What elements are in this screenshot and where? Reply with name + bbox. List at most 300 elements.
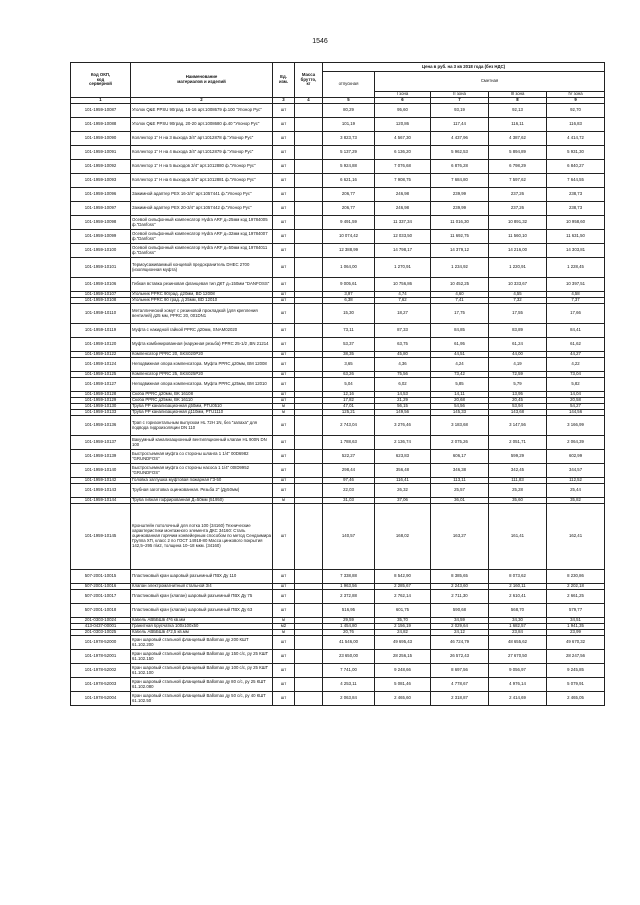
row-code: 101-1959-10100 bbox=[71, 244, 131, 258]
row-name: Муфта с накидной гайкой PPRC д20мм, SNAM02020 bbox=[131, 324, 273, 338]
row-zone2-price: 93,19 bbox=[431, 104, 489, 118]
row-name: Трап с горизонтальным выпуском HL 72H 1N, без "запаха" для подвода гидроизоляции DN 110 bbox=[131, 416, 273, 436]
row-release-price: 10 074,42 bbox=[323, 230, 375, 244]
row-zone3-price: 14 216,00 bbox=[489, 244, 547, 258]
row-name: Пластиковый кран (клапан) шаровый разъемный ПВХ Ду 75 bbox=[131, 590, 273, 604]
row-name: Коллектор 1" Н на 4 выхода 3/4" арт.1012879 ф."Упонор Рус" bbox=[131, 146, 273, 160]
row-name: Кран шаровый стальной фланцевый Ballomax ду 50 с/с, ру 40 КШТ 61.102.50 bbox=[131, 692, 273, 706]
row-unit: шт bbox=[273, 484, 295, 498]
row-release-price: 9 005,61 bbox=[323, 278, 375, 292]
row-release-price: 6,38 bbox=[323, 298, 375, 304]
row-code: 101-1959-10137 bbox=[71, 436, 131, 450]
header-zone1: I зона bbox=[375, 92, 431, 98]
row-code: 507-2001-10016 bbox=[71, 584, 131, 590]
row-zone2-price: 54,56 bbox=[431, 404, 489, 410]
row-name: Неподвижная опора компенсатора. Муфта PPRC д25мм, BM 12010 bbox=[131, 378, 273, 392]
row-mass bbox=[295, 244, 323, 258]
row-release-price: 47,01 bbox=[323, 404, 375, 410]
row-unit: шт bbox=[273, 188, 295, 202]
table-row bbox=[71, 464, 605, 478]
row-unit: м bbox=[273, 404, 295, 410]
row-code: 507-2001-10015 bbox=[71, 570, 131, 584]
row-zone3-price: 92,13 bbox=[489, 104, 547, 118]
row-zone1-price: 8 542,90 bbox=[375, 570, 431, 584]
row-code: 101-1959-10099 bbox=[71, 230, 131, 244]
row-mass bbox=[295, 664, 323, 678]
table-row bbox=[71, 450, 605, 464]
row-release-price: 31,03 bbox=[323, 498, 375, 504]
row-code: 101-1959-10119 bbox=[71, 324, 131, 338]
row-unit: шт bbox=[273, 504, 295, 570]
row-code: 101-1959-10106 bbox=[71, 278, 131, 292]
row-code: 101-1959-10101 bbox=[71, 258, 131, 278]
row-unit: шт bbox=[273, 244, 295, 258]
row-zone2-price: 239,99 bbox=[431, 202, 489, 216]
row-zone3-price: 72,59 bbox=[489, 372, 547, 378]
row-zone1-price: 18,27 bbox=[375, 304, 431, 324]
row-zone1-price: 28 256,15 bbox=[375, 650, 431, 664]
table-row bbox=[71, 146, 605, 160]
row-unit: шт bbox=[273, 202, 295, 216]
row-name: Головка заглушка муфтовая пожарная ГЗ-50 bbox=[131, 478, 273, 484]
row-zone3-price: 568,70 bbox=[489, 604, 547, 618]
column-number: 7 bbox=[431, 98, 489, 104]
row-name: Осевой сильфонный компенсатор Hydra ARF д=50мм код 19784011 ф."Danfoss" bbox=[131, 244, 273, 258]
row-zone1-price: 5 081,46 bbox=[375, 678, 431, 692]
row-mass bbox=[295, 678, 323, 692]
row-zone4-price: 238,73 bbox=[547, 202, 605, 216]
row-zone4-price: 61,62 bbox=[547, 338, 605, 352]
row-zone2-price: 11 016,30 bbox=[431, 216, 489, 230]
column-number: 2 bbox=[131, 98, 273, 104]
row-zone2-price: 25,57 bbox=[431, 484, 489, 498]
row-name: Быстросъемная муфта со стороны насоса 1 1/4" 00ID9952 "GRUNDFOS" bbox=[131, 464, 273, 478]
row-zone2-price: 2 075,26 bbox=[431, 436, 489, 450]
row-zone3-price: 13,95 bbox=[489, 392, 547, 398]
row-zone2-price: 2 029,64 bbox=[431, 624, 489, 630]
row-unit: шт bbox=[273, 372, 295, 378]
row-release-price: 1 963,56 bbox=[323, 584, 375, 590]
row-mass bbox=[295, 324, 323, 338]
row-zone3-price: 237,26 bbox=[489, 188, 547, 202]
row-release-price: 63,26 bbox=[323, 372, 375, 378]
row-code: 101-1959-10128 bbox=[71, 392, 131, 398]
row-zone3-price: 2 610,41 bbox=[489, 590, 547, 604]
row-release-price: 80,29 bbox=[323, 104, 375, 118]
row-code: 413-0437-00001 bbox=[71, 624, 131, 630]
row-mass bbox=[295, 216, 323, 230]
row-zone1-price: 6,02 bbox=[375, 378, 431, 392]
table-row bbox=[71, 216, 605, 230]
row-zone2-price: 4,60 bbox=[431, 292, 489, 298]
row-zone4-price: 579,77 bbox=[547, 604, 605, 618]
row-zone3-price: 7,32 bbox=[489, 298, 547, 304]
row-release-price: 38,35 bbox=[323, 352, 375, 358]
row-zone4-price: 144,56 bbox=[547, 410, 605, 416]
row-mass bbox=[295, 378, 323, 392]
row-zone3-price: 61,24 bbox=[489, 338, 547, 352]
row-unit: шт bbox=[273, 416, 295, 436]
row-zone3-price: 1 220,91 bbox=[489, 258, 547, 278]
row-unit: шт bbox=[273, 678, 295, 692]
row-name: Зажимной адаптер PEX 20-3/4" арт.1057442 ф."Упонор Рус" bbox=[131, 202, 273, 216]
row-zone2-price: 4 437,96 bbox=[431, 132, 489, 146]
header-name: Наименование материалов и изделий bbox=[131, 63, 273, 98]
row-zone2-price: 590,68 bbox=[431, 604, 489, 618]
row-zone1-price: 37,06 bbox=[375, 498, 431, 504]
row-zone4-price: 2 064,39 bbox=[547, 436, 605, 450]
row-release-price: 3,65 bbox=[323, 358, 375, 372]
row-zone1-price: 623,83 bbox=[375, 450, 431, 464]
table-row bbox=[71, 188, 605, 202]
row-zone3-price: 1 682,57 bbox=[489, 624, 547, 630]
table-row bbox=[71, 678, 605, 692]
row-mass bbox=[295, 146, 323, 160]
row-zone3-price: 8 073,62 bbox=[489, 570, 547, 584]
row-zone4-price: 25,44 bbox=[547, 484, 605, 498]
row-zone3-price: 6 798,29 bbox=[489, 160, 547, 174]
row-code: 507-2001-10017 bbox=[71, 590, 131, 604]
row-mass bbox=[295, 202, 323, 216]
row-zone4-price: 49 670,32 bbox=[547, 636, 605, 650]
row-zone1-price: 116,41 bbox=[375, 478, 431, 484]
row-code: 101-1959-10124 bbox=[71, 358, 131, 372]
header-code: Код ОКП, код серверной bbox=[71, 63, 131, 98]
row-zone1-price: 11 337,34 bbox=[375, 216, 431, 230]
row-zone3-price: 4 387,62 bbox=[489, 132, 547, 146]
row-code: 101-1959-10091 bbox=[71, 146, 131, 160]
row-release-price: 12 388,99 bbox=[323, 244, 375, 258]
row-release-price: 7 338,88 bbox=[323, 570, 375, 584]
row-unit: шт bbox=[273, 692, 295, 706]
row-code: 101-1959-10108 bbox=[71, 298, 131, 304]
row-mass bbox=[295, 436, 323, 450]
row-zone2-price: 34,59 bbox=[431, 618, 489, 624]
row-name: Скоба PPRC д20мм, BK 16108 bbox=[131, 392, 273, 398]
row-zone3-price: 116,11 bbox=[489, 118, 547, 132]
row-zone4-price: 4,22 bbox=[547, 358, 605, 372]
table-row bbox=[71, 416, 605, 436]
row-zone4-price: 92,70 bbox=[547, 104, 605, 118]
row-release-price: 3 823,73 bbox=[323, 132, 375, 146]
row-zone4-price: 3 166,99 bbox=[547, 416, 605, 436]
row-code: 101-1959-10107 bbox=[71, 292, 131, 298]
row-release-price: 73,11 bbox=[323, 324, 375, 338]
row-zone4-price: 1 228,45 bbox=[547, 258, 605, 278]
row-zone1-price: 21,29 bbox=[375, 398, 431, 404]
row-mass bbox=[295, 650, 323, 664]
row-release-price: 15,30 bbox=[323, 304, 375, 324]
row-release-price: 4 253,11 bbox=[323, 678, 375, 692]
row-zone4-price: 11 631,50 bbox=[547, 230, 605, 244]
row-name: Муфта комбинированная (наружная резьба) PPRC 25-1/2 ,BN 21214 bbox=[131, 338, 273, 352]
table-row bbox=[71, 650, 605, 664]
row-mass bbox=[295, 338, 323, 352]
row-zone2-price: 5,85 bbox=[431, 378, 489, 392]
row-unit: шт bbox=[273, 464, 295, 478]
row-name: Кронштейн потолочный для лотка 100 (34160) Технические характеристики монтажного элемента ДКС 34160: Сталь оцинкованная горячим конвейерным способом по метод Сендзимира Группа ХП, класс 2 по ГОСТ 14918-80 Масса цинкового покрытия 142,5–295 г/м2, толщина 10–18 мкм. (34160) bbox=[131, 504, 273, 570]
row-zone2-price: 1 234,92 bbox=[431, 258, 489, 278]
row-name: Кран шаровый стальной фланцевый Ballomax ду 80 с/с, ру 25 КШТ 61.102.080 bbox=[131, 678, 273, 692]
row-release-price: 7 741,00 bbox=[323, 664, 375, 678]
row-release-price: 1 064,00 bbox=[323, 258, 375, 278]
row-zone4-price: 116,83 bbox=[547, 118, 605, 132]
row-unit: шт bbox=[273, 378, 295, 392]
row-mass bbox=[295, 358, 323, 372]
row-zone2-price: 61,95 bbox=[431, 338, 489, 352]
row-name: Кран шаровый стальной фланцевый Ballomax ду 150 с/с, ру 25 КШТ 61.102.150 bbox=[131, 650, 273, 664]
row-release-price: 2 372,88 bbox=[323, 590, 375, 604]
row-zone4-price: 84,41 bbox=[547, 324, 605, 338]
row-zone1-price: 10 756,86 bbox=[375, 278, 431, 292]
row-zone2-price: 7 684,80 bbox=[431, 174, 489, 188]
row-release-price: 5 924,88 bbox=[323, 160, 375, 174]
header-mass: Масса брутто, кг bbox=[295, 63, 323, 98]
row-unit: шт bbox=[273, 450, 295, 464]
row-release-price: 29,59 bbox=[323, 618, 375, 624]
row-zone3-price: 53,94 bbox=[489, 404, 547, 410]
row-zone1-price: 63,75 bbox=[375, 338, 431, 352]
row-zone2-price: 8 697,56 bbox=[431, 664, 489, 678]
row-zone4-price: 35,82 bbox=[547, 498, 605, 504]
row-zone1-price: 24,82 bbox=[375, 630, 431, 636]
row-zone1-price: 35,70 bbox=[375, 618, 431, 624]
row-zone2-price: 4 778,67 bbox=[431, 678, 489, 692]
row-zone3-price: 3 147,56 bbox=[489, 416, 547, 436]
row-zone3-price: 10 333,67 bbox=[489, 278, 547, 292]
row-code: 101-1959-10139 bbox=[71, 450, 131, 464]
row-code: 101-1959-10140 bbox=[71, 464, 131, 478]
row-mass bbox=[295, 604, 323, 618]
row-code: 101-1959-10120 bbox=[71, 338, 131, 352]
row-mass bbox=[295, 504, 323, 570]
row-zone3-price: 5,79 bbox=[489, 378, 547, 392]
row-code: 101-1959-10143 bbox=[71, 484, 131, 498]
row-mass bbox=[295, 464, 323, 478]
header-unit: Ед. изм. bbox=[273, 63, 295, 98]
column-number: 9 bbox=[547, 98, 605, 104]
row-code: 101-1959-10122 bbox=[71, 352, 131, 358]
table-row bbox=[71, 484, 605, 498]
row-release-price: 6 621,16 bbox=[323, 174, 375, 188]
row-zone1-price: 7,62 bbox=[375, 298, 431, 304]
row-zone2-price: 14 379,12 bbox=[431, 244, 489, 258]
row-name: Труба PP канализационная д50мм, PTU0510 bbox=[131, 404, 273, 410]
row-zone3-price: 342,45 bbox=[489, 464, 547, 478]
row-code: 101-1978-52000 bbox=[71, 636, 131, 650]
row-release-price: 2 063,84 bbox=[323, 692, 375, 706]
row-code: 101-1959-10087 bbox=[71, 104, 131, 118]
row-mass bbox=[295, 132, 323, 146]
table-row bbox=[71, 258, 605, 278]
row-unit: шт bbox=[273, 118, 295, 132]
row-code: 101-1959-10097 bbox=[71, 202, 131, 216]
table-row bbox=[71, 244, 605, 258]
row-zone1-price: 3 276,46 bbox=[375, 416, 431, 436]
header-price-group: Цена в руб. на 3 кв 2018 года (без НДС) bbox=[323, 63, 605, 72]
price-table bbox=[70, 62, 605, 706]
row-zone2-price: 36,01 bbox=[431, 498, 489, 504]
row-mass bbox=[295, 258, 323, 278]
row-code: 101-1959-10133 bbox=[71, 410, 131, 416]
row-zone4-price: 2 465,05 bbox=[547, 692, 605, 706]
row-zone3-price: 7 597,62 bbox=[489, 174, 547, 188]
row-zone3-price: 599,29 bbox=[489, 450, 547, 464]
row-code: 101-1978-52001 bbox=[71, 650, 131, 664]
row-unit: шт bbox=[273, 358, 295, 372]
row-name: Кран шаровый стальной фланцевый Ballomax ду 100 с/с, ру 25 КШТ 61.102.100 bbox=[131, 664, 273, 678]
row-zone2-price: 17,75 bbox=[431, 304, 489, 324]
row-mass bbox=[295, 636, 323, 650]
row-release-price: 97,46 bbox=[323, 478, 375, 484]
row-zone1-price: 75,56 bbox=[375, 372, 431, 378]
row-zone2-price: 6 876,28 bbox=[431, 160, 489, 174]
row-zone4-price: 7,37 bbox=[547, 298, 605, 304]
row-zone3-price: 237,26 bbox=[489, 202, 547, 216]
row-zone2-price: 2 711,30 bbox=[431, 590, 489, 604]
row-unit: шт bbox=[273, 230, 295, 244]
row-zone2-price: 2 243,60 bbox=[431, 584, 489, 590]
row-mass bbox=[295, 692, 323, 706]
row-code: 101-1978-52004 bbox=[71, 692, 131, 706]
row-release-price: 1 454,80 bbox=[323, 624, 375, 630]
row-zone3-price: 9 056,97 bbox=[489, 664, 547, 678]
row-name: Компенсатор PPRC 25, SKS025P20 bbox=[131, 372, 273, 378]
table-row bbox=[71, 570, 605, 584]
row-code: 101-1978-52002 bbox=[71, 664, 131, 678]
row-name: Трубная заготовка оцинкованная. Резьба 2" (Ду50мм) bbox=[131, 484, 273, 498]
row-mass bbox=[295, 188, 323, 202]
row-zone2-price: 163,27 bbox=[431, 504, 489, 570]
row-zone1-price: 2 465,60 bbox=[375, 692, 431, 706]
row-zone2-price: 145,33 bbox=[431, 410, 489, 416]
row-zone2-price: 4,24 bbox=[431, 358, 489, 372]
row-zone3-price: 4,55 bbox=[489, 292, 547, 298]
column-number: 5 bbox=[323, 98, 375, 104]
row-unit: шт bbox=[273, 338, 295, 352]
row-zone2-price: 26 572,43 bbox=[431, 650, 489, 664]
row-zone4-price: 5 079,91 bbox=[547, 678, 605, 692]
row-release-price: 5,04 bbox=[323, 378, 375, 392]
row-zone1-price: 601,75 bbox=[375, 604, 431, 618]
row-release-price: 53,37 bbox=[323, 338, 375, 352]
table-row bbox=[71, 436, 605, 450]
row-unit: шт bbox=[273, 258, 295, 278]
row-zone1-price: 2 156,19 bbox=[375, 624, 431, 630]
row-unit: шт bbox=[273, 636, 295, 650]
row-zone1-price: 246,98 bbox=[375, 188, 431, 202]
row-name: Кабель АВББШв 4*6 кв.мм bbox=[131, 618, 273, 624]
row-zone1-price: 2 136,74 bbox=[375, 436, 431, 450]
row-release-price: 22,03 bbox=[323, 484, 375, 498]
row-code: 101-1959-10096 bbox=[71, 188, 131, 202]
row-release-price: 9 491,59 bbox=[323, 216, 375, 230]
row-zone4-price: 73,04 bbox=[547, 372, 605, 378]
row-zone3-price: 17,55 bbox=[489, 304, 547, 324]
row-mass bbox=[295, 230, 323, 244]
row-zone1-price: 246,98 bbox=[375, 202, 431, 216]
row-unit: шт bbox=[273, 324, 295, 338]
row-code: 507-2001-10018 bbox=[71, 604, 131, 618]
row-unit: шт bbox=[273, 292, 295, 298]
row-zone1-price: 14,53 bbox=[375, 392, 431, 398]
row-zone1-price: 9 248,66 bbox=[375, 664, 431, 678]
row-code: 101-1959-10093 bbox=[71, 174, 131, 188]
row-zone1-price: 45,80 bbox=[375, 352, 431, 358]
row-zone3-price: 2 051,71 bbox=[489, 436, 547, 450]
row-mass bbox=[295, 160, 323, 174]
row-release-price: 206,77 bbox=[323, 188, 375, 202]
row-zone3-price: 44,00 bbox=[489, 352, 547, 358]
table-row bbox=[71, 174, 605, 188]
row-zone1-price: 95,60 bbox=[375, 104, 431, 118]
row-name: Быстросъемная муфта со стороны шланга 1 1/4" 00D6982 "GRUNDFOS" bbox=[131, 450, 273, 464]
row-unit: шт bbox=[273, 216, 295, 230]
row-mass bbox=[295, 304, 323, 324]
row-unit: м bbox=[273, 410, 295, 416]
row-name: Труба гибкая гофрированная Д=50мм (51950) bbox=[131, 498, 273, 504]
row-zone2-price: 44,51 bbox=[431, 352, 489, 358]
table-row bbox=[71, 104, 605, 118]
row-zone2-price: 11 692,75 bbox=[431, 230, 489, 244]
row-release-price: 17,82 bbox=[323, 398, 375, 404]
row-unit: шт bbox=[273, 604, 295, 618]
row-zone2-price: 73,42 bbox=[431, 372, 489, 378]
row-unit: шт bbox=[273, 478, 295, 484]
row-mass bbox=[295, 278, 323, 292]
row-unit: шт bbox=[273, 174, 295, 188]
table-row bbox=[71, 202, 605, 216]
row-zone3-price: 161,41 bbox=[489, 504, 547, 570]
row-zone1-price: 26,32 bbox=[375, 484, 431, 498]
table-row bbox=[71, 692, 605, 706]
row-zone2-price: 14,11 bbox=[431, 392, 489, 398]
row-name: Неподвижная опора компенсатора. Муфта PPRC д20мм, BM 12008 bbox=[131, 358, 273, 372]
row-release-price: 298,44 bbox=[323, 464, 375, 478]
row-zone3-price: 25,28 bbox=[489, 484, 547, 498]
row-name: Осевой сильфонный компенсатор Hydra ARF д=25мм код 19784005 ф."Danfoss" bbox=[131, 216, 273, 230]
row-unit: шт bbox=[273, 664, 295, 678]
row-zone2-price: 117,44 bbox=[431, 118, 489, 132]
row-zone4-price: 44,27 bbox=[547, 352, 605, 358]
table-row bbox=[71, 324, 605, 338]
table-row bbox=[71, 132, 605, 146]
row-code: 101-1959-10130 bbox=[71, 404, 131, 410]
row-code: 201-0303-10025 bbox=[71, 630, 131, 636]
row-zone2-price: 24,12 bbox=[431, 630, 489, 636]
row-zone3-price: 10 891,32 bbox=[489, 216, 547, 230]
row-zone3-price: 143,68 bbox=[489, 410, 547, 416]
row-zone1-price: 56,15 bbox=[375, 404, 431, 410]
row-release-price: 41 546,00 bbox=[323, 636, 375, 650]
row-zone4-price: 162,41 bbox=[547, 504, 605, 570]
row-mass bbox=[295, 484, 323, 498]
row-code: 101-1959-10125 bbox=[71, 372, 131, 378]
row-zone2-price: 7,41 bbox=[431, 298, 489, 304]
row-zone4-price: 8 230,86 bbox=[547, 570, 605, 584]
row-name: Коллектор 1" Н на 3 выхода 3/4" арт.1012878 ф."Упонор Рус" bbox=[131, 132, 273, 146]
row-zone4-price: 54,27 bbox=[547, 404, 605, 410]
row-release-price: 101,19 bbox=[323, 118, 375, 132]
row-name: Вакуумный канализационный вентиляционный клапан HL 900N DN 100 bbox=[131, 436, 273, 450]
row-zone1-price: 356,48 bbox=[375, 464, 431, 478]
row-code: 101-1959-10129 bbox=[71, 398, 131, 404]
header-zone4: IV зона bbox=[547, 92, 605, 98]
row-zone3-price: 48 655,62 bbox=[489, 636, 547, 650]
row-zone3-price: 4 976,14 bbox=[489, 678, 547, 692]
row-zone2-price: 5 962,53 bbox=[431, 146, 489, 160]
row-unit: м bbox=[273, 630, 295, 636]
